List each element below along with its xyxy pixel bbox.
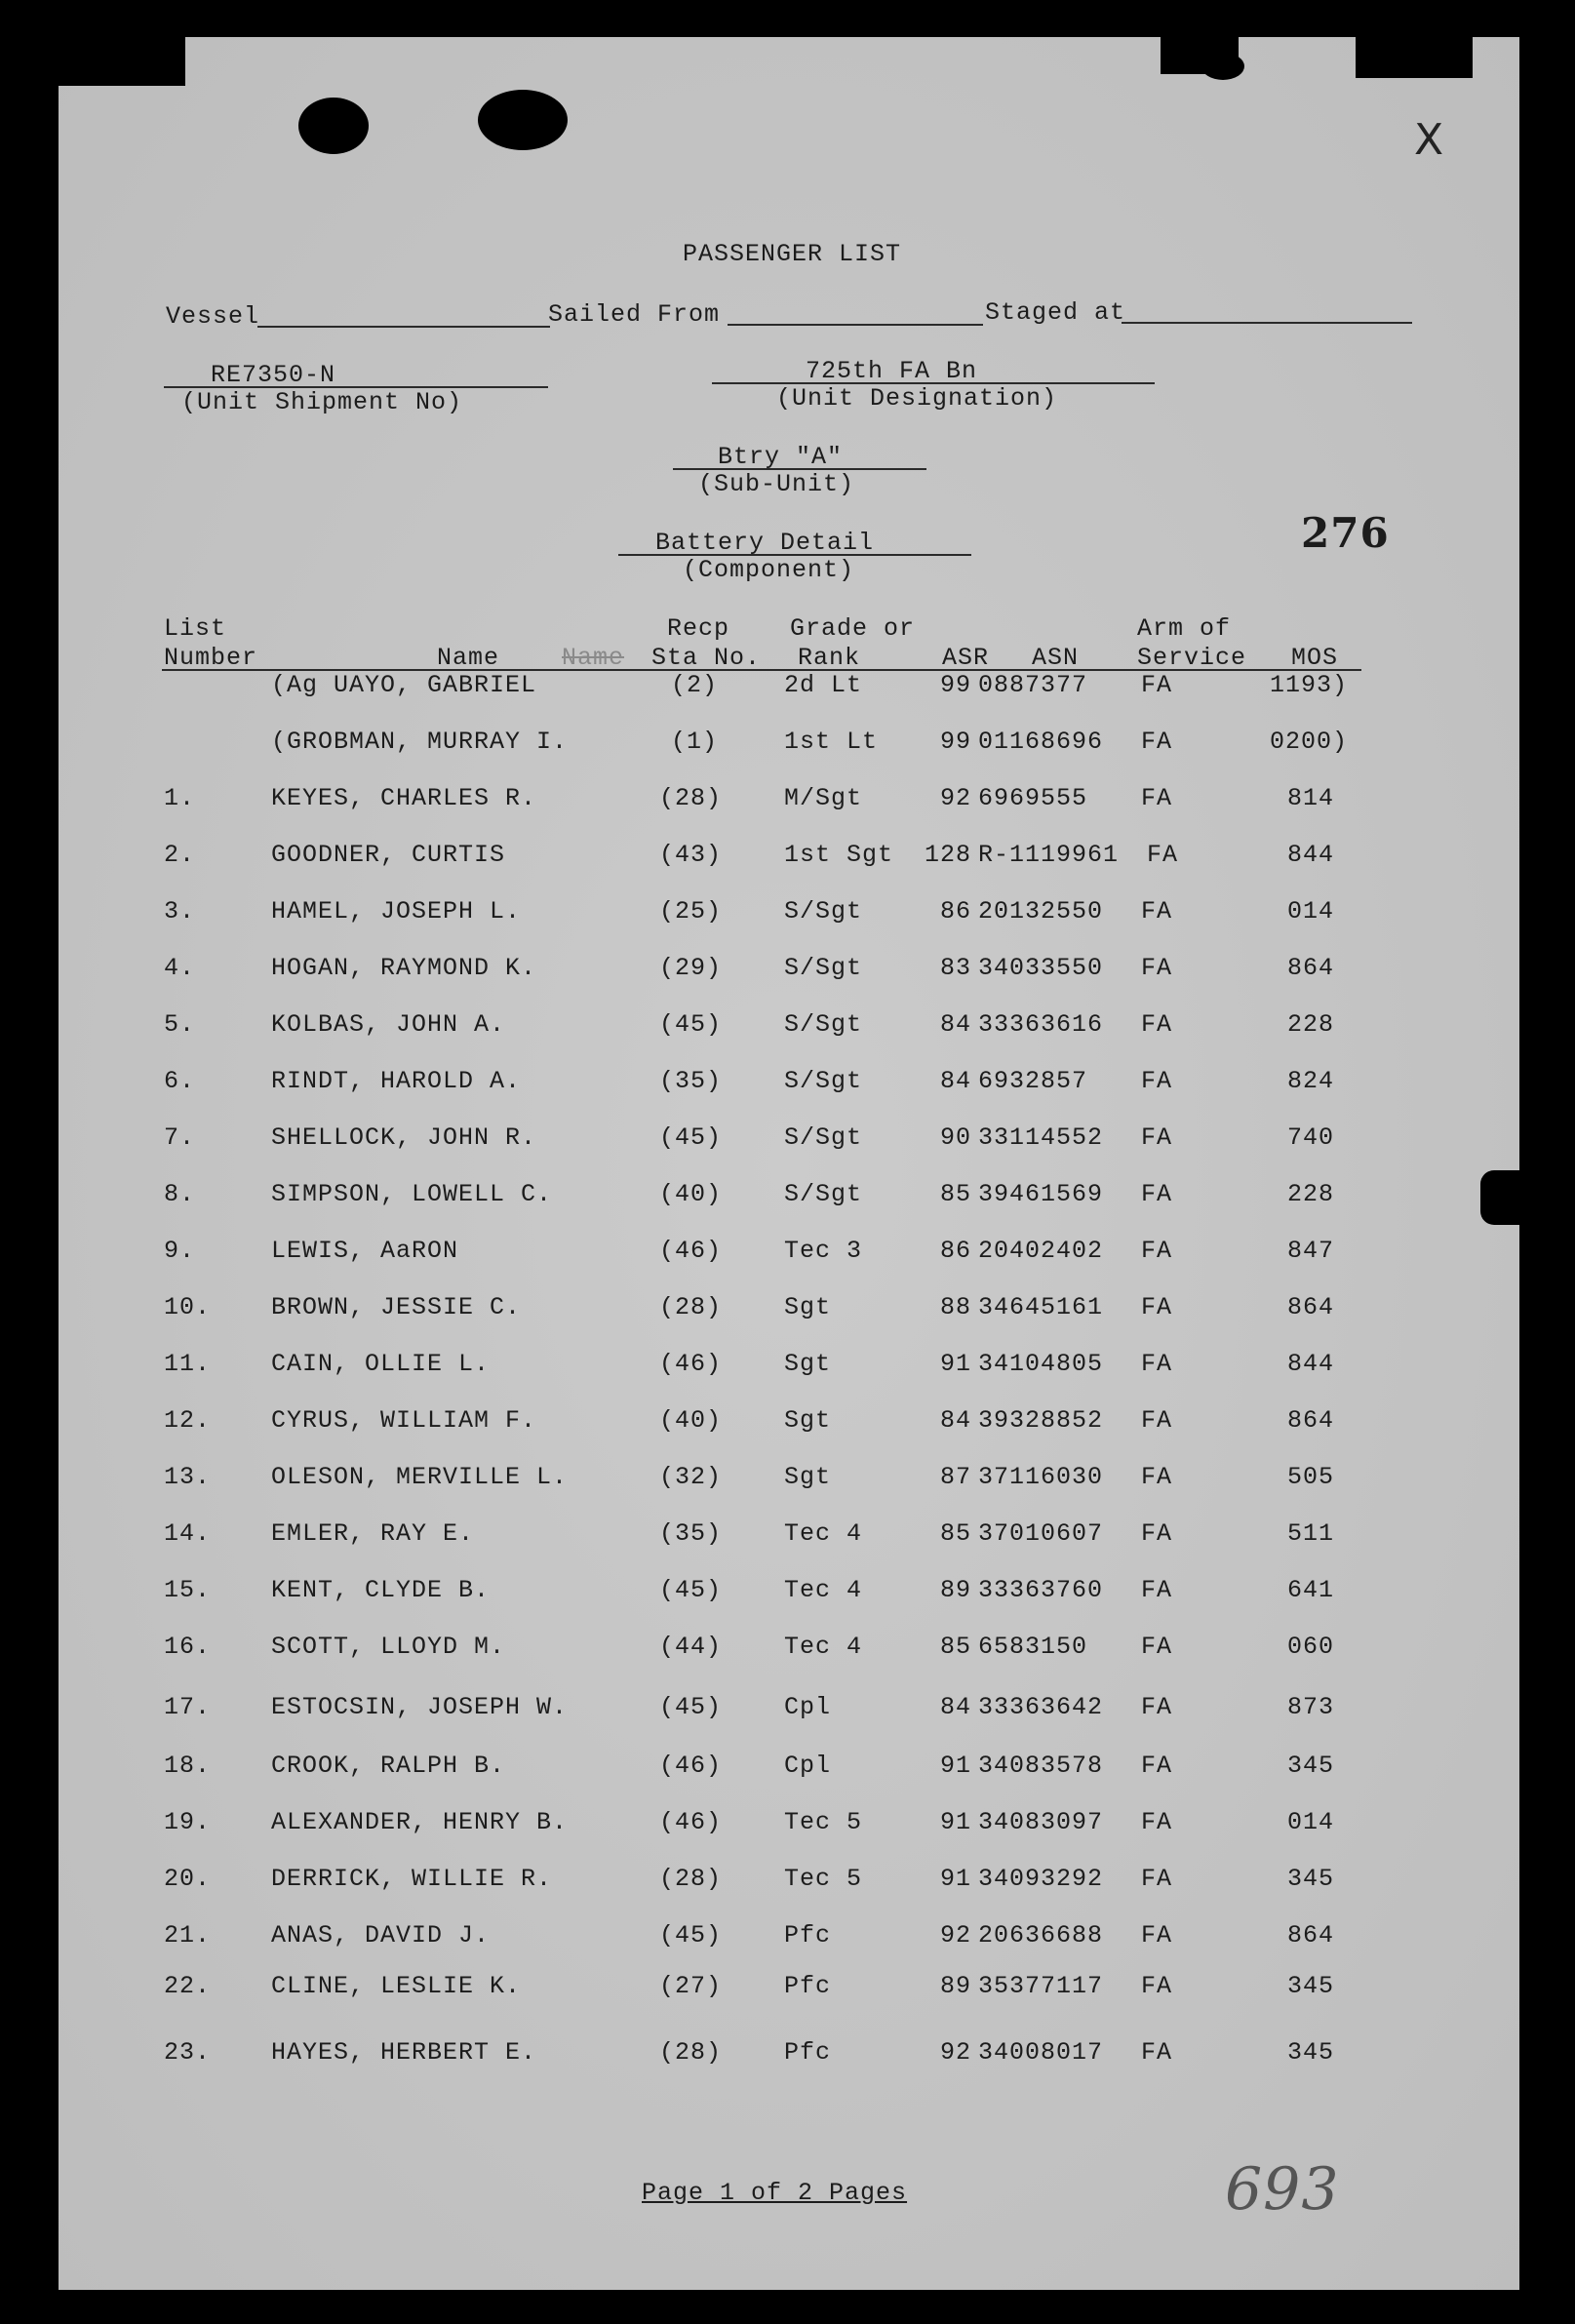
recp-cell: (46)	[659, 1350, 723, 1378]
asr-cell: 91	[939, 1752, 971, 1780]
recp-cell: (45)	[659, 1921, 723, 1950]
table-row	[0, 1865, 1575, 1904]
table-row	[0, 2038, 1575, 2077]
list-number: 22.	[164, 1972, 212, 2000]
recp-cell: (25)	[659, 897, 723, 926]
grade-cell: Tec 4	[784, 1633, 863, 1661]
list-number: 1.	[164, 784, 196, 812]
table-row	[0, 1972, 1575, 2011]
arm-cell: FA	[1141, 897, 1173, 926]
recp-cell: (28)	[659, 2038, 723, 2067]
grade-cell: Tec 4	[784, 1519, 863, 1548]
header-asr: ASR	[942, 644, 990, 672]
asr-cell: 84	[939, 1406, 971, 1435]
arm-cell: FA	[1141, 671, 1173, 699]
table-row	[0, 1067, 1575, 1106]
list-number: 10.	[164, 1293, 212, 1321]
list-number: 8.	[164, 1180, 196, 1208]
asn-cell: 6932857	[978, 1067, 1088, 1095]
grade-cell: S/Sgt	[784, 1123, 863, 1152]
header-arm: Service	[1137, 644, 1247, 672]
punch-hole	[478, 90, 568, 150]
asn-cell: 34083578	[978, 1752, 1104, 1780]
grade-cell: Tec 5	[784, 1865, 863, 1893]
recp-cell: (29)	[659, 954, 723, 982]
table-row	[0, 728, 1575, 767]
recp-cell: (35)	[659, 1519, 723, 1548]
arm-cell: FA	[1141, 1237, 1173, 1265]
component-caption: (Component)	[683, 556, 855, 584]
list-number: 6.	[164, 1067, 196, 1095]
asn-cell: R-1119961	[978, 841, 1120, 869]
name-cell: BROWN, JESSIE C.	[271, 1293, 522, 1321]
list-number: 23.	[164, 2038, 212, 2067]
grade-cell: S/Sgt	[784, 1180, 863, 1208]
arm-cell: FA	[1141, 1293, 1173, 1321]
torn-top-edge	[59, 37, 185, 86]
asr-cell: 91	[939, 1808, 971, 1836]
page-number-stamp: 276	[1301, 509, 1390, 557]
asr-cell: 128	[924, 841, 971, 869]
asr-cell: 84	[939, 1067, 971, 1095]
arm-cell: FA	[1141, 784, 1173, 812]
asr-cell: 83	[939, 954, 971, 982]
arm-cell: FA	[1141, 1633, 1173, 1661]
list-number: 18.	[164, 1752, 212, 1780]
name-cell: GOODNER, CURTIS	[271, 841, 506, 869]
mos-cell: 641	[1286, 1576, 1334, 1604]
header-recp: Sta No.	[651, 644, 762, 672]
asr-cell: 92	[939, 1921, 971, 1950]
asr-cell: 84	[939, 1010, 971, 1039]
mos-cell: 864	[1286, 954, 1334, 982]
grade-cell: Cpl	[784, 1693, 832, 1721]
name-cell: EMLER, RAY E.	[271, 1519, 475, 1548]
vessel-field	[257, 326, 550, 328]
recp-cell: (35)	[659, 1067, 723, 1095]
list-number: 16.	[164, 1633, 212, 1661]
header-arm: Arm of	[1137, 614, 1232, 643]
grade-cell: Sgt	[784, 1350, 832, 1378]
asn-cell: 37116030	[978, 1463, 1104, 1491]
table-row	[0, 1576, 1575, 1615]
header-list-number: List	[164, 614, 227, 643]
name-cell: (GROBMAN, MURRAY I.	[271, 728, 569, 756]
list-number: 14.	[164, 1519, 212, 1548]
unit-shipment-caption: (Unit Shipment No)	[181, 388, 463, 416]
name-cell: (Ag UAYO, GABRIEL	[271, 671, 537, 699]
mos-cell: 060	[1286, 1633, 1334, 1661]
recp-cell: (45)	[659, 1010, 723, 1039]
name-cell: KEYES, CHARLES R.	[271, 784, 537, 812]
asn-cell: 0887377	[978, 671, 1088, 699]
header-list-number: Number	[164, 644, 258, 672]
sub-unit-caption: (Sub-Unit)	[698, 470, 855, 498]
recp-cell: (45)	[659, 1123, 723, 1152]
table-row	[0, 954, 1575, 993]
list-number: 2.	[164, 841, 196, 869]
asn-cell: 34645161	[978, 1293, 1104, 1321]
grade-cell: Sgt	[784, 1463, 832, 1491]
table-row	[0, 1519, 1575, 1558]
mos-cell: 014	[1286, 897, 1334, 926]
arm-cell: FA	[1141, 1865, 1173, 1893]
table-row	[0, 1406, 1575, 1445]
component-value: Battery Detail	[655, 529, 875, 557]
grade-cell: Tec 5	[784, 1808, 863, 1836]
grade-cell: Tec 3	[784, 1237, 863, 1265]
table-row	[0, 1808, 1575, 1847]
list-number: 5.	[164, 1010, 196, 1039]
asr-cell: 88	[939, 1293, 971, 1321]
asn-cell: 33363642	[978, 1693, 1104, 1721]
mos-cell: 844	[1286, 1350, 1334, 1378]
mos-cell: 0200)	[1269, 728, 1348, 756]
name-cell: HAMEL, JOSEPH L.	[271, 897, 522, 926]
table-row	[0, 1010, 1575, 1049]
mos-cell: 864	[1286, 1921, 1334, 1950]
name-cell: OLESON, MERVILLE L.	[271, 1463, 569, 1491]
recp-cell: (28)	[659, 1865, 723, 1893]
recp-cell: (46)	[659, 1752, 723, 1780]
arm-cell: FA	[1141, 1463, 1173, 1491]
mos-cell: 345	[1286, 1752, 1334, 1780]
grade-cell: Pfc	[784, 1972, 832, 2000]
recp-cell: (2)	[671, 671, 719, 699]
name-cell: SHELLOCK, JOHN R.	[271, 1123, 537, 1152]
staged-at-label: Staged at	[985, 298, 1126, 327]
mos-cell: 824	[1286, 1067, 1334, 1095]
asr-cell: 89	[939, 1972, 971, 2000]
sub-unit-value: Btry "A"	[718, 443, 844, 471]
mos-cell: 228	[1286, 1010, 1334, 1039]
name-cell: CYRUS, WILLIAM F.	[271, 1406, 537, 1435]
asn-cell: 20402402	[978, 1237, 1104, 1265]
asr-cell: 85	[939, 1519, 971, 1548]
name-cell: CAIN, OLLIE L.	[271, 1350, 491, 1378]
recp-cell: (27)	[659, 1972, 723, 2000]
list-number: 13.	[164, 1463, 212, 1491]
mos-cell: 844	[1286, 841, 1334, 869]
asr-cell: 84	[939, 1693, 971, 1721]
table-row	[0, 1293, 1575, 1332]
mos-cell: 740	[1286, 1123, 1334, 1152]
header-grade: Grade or	[790, 614, 916, 643]
header-asn: ASN	[1032, 644, 1080, 672]
table-row	[0, 784, 1575, 823]
name-cell: RINDT, HAROLD A.	[271, 1067, 522, 1095]
mos-cell: 814	[1286, 784, 1334, 812]
list-number: 11.	[164, 1350, 212, 1378]
list-number: 7.	[164, 1123, 196, 1152]
name-cell: DERRICK, WILLIE R.	[271, 1865, 553, 1893]
unit-designation-value: 725th FA Bn	[806, 357, 978, 385]
grade-cell: 2d Lt	[784, 671, 863, 699]
recp-cell: (46)	[659, 1237, 723, 1265]
asr-cell: 87	[939, 1463, 971, 1491]
grade-cell: Tec 4	[784, 1576, 863, 1604]
table-row	[0, 1463, 1575, 1502]
table-row	[0, 897, 1575, 936]
list-number: 12.	[164, 1406, 212, 1435]
asr-cell: 99	[939, 671, 971, 699]
recp-cell: (1)	[671, 728, 719, 756]
arm-cell: FA	[1141, 1406, 1173, 1435]
grade-cell: S/Sgt	[784, 1067, 863, 1095]
mos-cell: 505	[1286, 1463, 1334, 1491]
sailed-from-field	[728, 324, 983, 326]
asn-cell: 20132550	[978, 897, 1104, 926]
table-row	[0, 1350, 1575, 1389]
arm-cell: FA	[1141, 728, 1173, 756]
asr-cell: 85	[939, 1180, 971, 1208]
punch-hole	[1201, 53, 1244, 80]
asn-cell: 39461569	[978, 1180, 1104, 1208]
asn-cell: 37010607	[978, 1519, 1104, 1548]
sailed-from-label: Sailed From	[548, 300, 721, 329]
name-cell: ESTOCSIN, JOSEPH W.	[271, 1693, 569, 1721]
arm-cell: FA	[1141, 1067, 1173, 1095]
asn-cell: 20636688	[978, 1921, 1104, 1950]
corner-mark: X	[1414, 115, 1445, 165]
name-cell: LEWIS, AaRON	[271, 1237, 459, 1265]
recp-cell: (32)	[659, 1463, 723, 1491]
recp-cell: (43)	[659, 841, 723, 869]
table-row	[0, 671, 1575, 710]
name-cell: HOGAN, RAYMOND K.	[271, 954, 537, 982]
list-number: 15.	[164, 1576, 212, 1604]
list-number: 21.	[164, 1921, 212, 1950]
grade-cell: 1st Sgt	[784, 841, 894, 869]
asr-cell: 85	[939, 1633, 971, 1661]
asn-cell: 33363760	[978, 1576, 1104, 1604]
grade-cell: Sgt	[784, 1406, 832, 1435]
asn-cell: 34083097	[978, 1808, 1104, 1836]
table-row	[0, 1752, 1575, 1791]
arm-cell: FA	[1141, 1519, 1173, 1548]
arm-cell: FA	[1141, 1752, 1173, 1780]
arm-cell: FA	[1141, 1350, 1173, 1378]
handwritten-number: 693	[1225, 2155, 1340, 2224]
staged-at-field	[1122, 322, 1412, 324]
grade-cell: S/Sgt	[784, 954, 863, 982]
header-recp: Recp	[667, 614, 730, 643]
name-cell: HAYES, HERBERT E.	[271, 2038, 537, 2067]
asn-cell: 34008017	[978, 2038, 1104, 2067]
grade-cell: Pfc	[784, 1921, 832, 1950]
mos-cell: 1193)	[1269, 671, 1348, 699]
arm-cell: FA	[1141, 1010, 1173, 1039]
name-cell: ANAS, DAVID J.	[271, 1921, 491, 1950]
asr-cell: 89	[939, 1576, 971, 1604]
arm-cell: FA	[1141, 1972, 1173, 2000]
grade-cell: Cpl	[784, 1752, 832, 1780]
grade-cell: 1st Lt	[784, 728, 879, 756]
asr-cell: 91	[939, 1865, 971, 1893]
header-mos: MOS	[1291, 644, 1339, 672]
table-row	[0, 1123, 1575, 1162]
mos-cell: 847	[1286, 1237, 1334, 1265]
arm-cell: FA	[1141, 1576, 1173, 1604]
mos-cell: 873	[1286, 1693, 1334, 1721]
asr-cell: 92	[939, 784, 971, 812]
unit-designation-caption: (Unit Designation)	[776, 384, 1058, 413]
table-row	[0, 1633, 1575, 1672]
list-number: 17.	[164, 1693, 212, 1721]
arm-cell: FA	[1141, 1180, 1173, 1208]
recp-cell: (45)	[659, 1693, 723, 1721]
list-number: 20.	[164, 1865, 212, 1893]
asn-cell: 34033550	[978, 954, 1104, 982]
header-name-struck: Name	[562, 644, 625, 672]
asn-cell: 6583150	[978, 1633, 1088, 1661]
asr-cell: 86	[939, 1237, 971, 1265]
recp-cell: (28)	[659, 784, 723, 812]
mos-cell: 345	[1286, 1865, 1334, 1893]
name-cell: KENT, CLYDE B.	[271, 1576, 491, 1604]
grade-cell: S/Sgt	[784, 897, 863, 926]
grade-cell: S/Sgt	[784, 1010, 863, 1039]
asn-cell: 34104805	[978, 1350, 1104, 1378]
punch-hole	[298, 98, 369, 154]
table-row	[0, 841, 1575, 880]
page-footer: Page 1 of 2 Pages	[642, 2179, 908, 2207]
grade-cell: Sgt	[784, 1293, 832, 1321]
table-row	[0, 1180, 1575, 1219]
arm-cell: FA	[1141, 954, 1173, 982]
list-number: 19.	[164, 1808, 212, 1836]
table-row	[0, 1693, 1575, 1732]
grade-cell: Pfc	[784, 2038, 832, 2067]
recp-cell: (40)	[659, 1406, 723, 1435]
page-title: PASSENGER LIST	[683, 240, 902, 268]
asn-cell: 39328852	[978, 1406, 1104, 1435]
arm-cell: FA	[1141, 2038, 1173, 2067]
mos-cell: 345	[1286, 1972, 1334, 2000]
asn-cell: 33363616	[978, 1010, 1104, 1039]
asr-cell: 99	[939, 728, 971, 756]
arm-cell: FA	[1141, 1808, 1173, 1836]
recp-cell: (46)	[659, 1808, 723, 1836]
name-cell: SIMPSON, LOWELL C.	[271, 1180, 553, 1208]
asr-cell: 86	[939, 897, 971, 926]
mos-cell: 864	[1286, 1293, 1334, 1321]
unit-shipment-value: RE7350-N	[211, 361, 336, 389]
mos-cell: 228	[1286, 1180, 1334, 1208]
asr-cell: 90	[939, 1123, 971, 1152]
header-grade: Rank	[798, 644, 861, 672]
mos-cell: 864	[1286, 1406, 1334, 1435]
asn-cell: 01168696	[978, 728, 1104, 756]
asn-cell: 33114552	[978, 1123, 1104, 1152]
list-number: 4.	[164, 954, 196, 982]
recp-cell: (44)	[659, 1633, 723, 1661]
list-number: 9.	[164, 1237, 196, 1265]
asn-cell: 35377117	[978, 1972, 1104, 2000]
torn-top-edge	[1356, 37, 1473, 78]
asr-cell: 91	[939, 1350, 971, 1378]
name-cell: CROOK, RALPH B.	[271, 1752, 506, 1780]
header-name: Name	[437, 644, 500, 672]
recp-cell: (28)	[659, 1293, 723, 1321]
name-cell: KOLBAS, JOHN A.	[271, 1010, 506, 1039]
list-number: 3.	[164, 897, 196, 926]
name-cell: ALEXANDER, HENRY B.	[271, 1808, 569, 1836]
table-row	[0, 1921, 1575, 1960]
asn-cell: 6969555	[978, 784, 1088, 812]
table-row	[0, 1237, 1575, 1276]
arm-cell: FA	[1141, 1693, 1173, 1721]
recp-cell: (45)	[659, 1576, 723, 1604]
arm-cell: FA	[1141, 1921, 1173, 1950]
asn-cell: 34093292	[978, 1865, 1104, 1893]
vessel-label: Vessel	[166, 302, 260, 331]
arm-cell: FA	[1141, 1123, 1173, 1152]
asr-cell: 92	[939, 2038, 971, 2067]
name-cell: CLINE, LESLIE K.	[271, 1972, 522, 2000]
grade-cell: M/Sgt	[784, 784, 863, 812]
recp-cell: (40)	[659, 1180, 723, 1208]
mos-cell: 345	[1286, 2038, 1334, 2067]
mos-cell: 511	[1286, 1519, 1334, 1548]
arm-cell: FA	[1147, 841, 1179, 869]
mos-cell: 014	[1286, 1808, 1334, 1836]
name-cell: SCOTT, LLOYD M.	[271, 1633, 506, 1661]
